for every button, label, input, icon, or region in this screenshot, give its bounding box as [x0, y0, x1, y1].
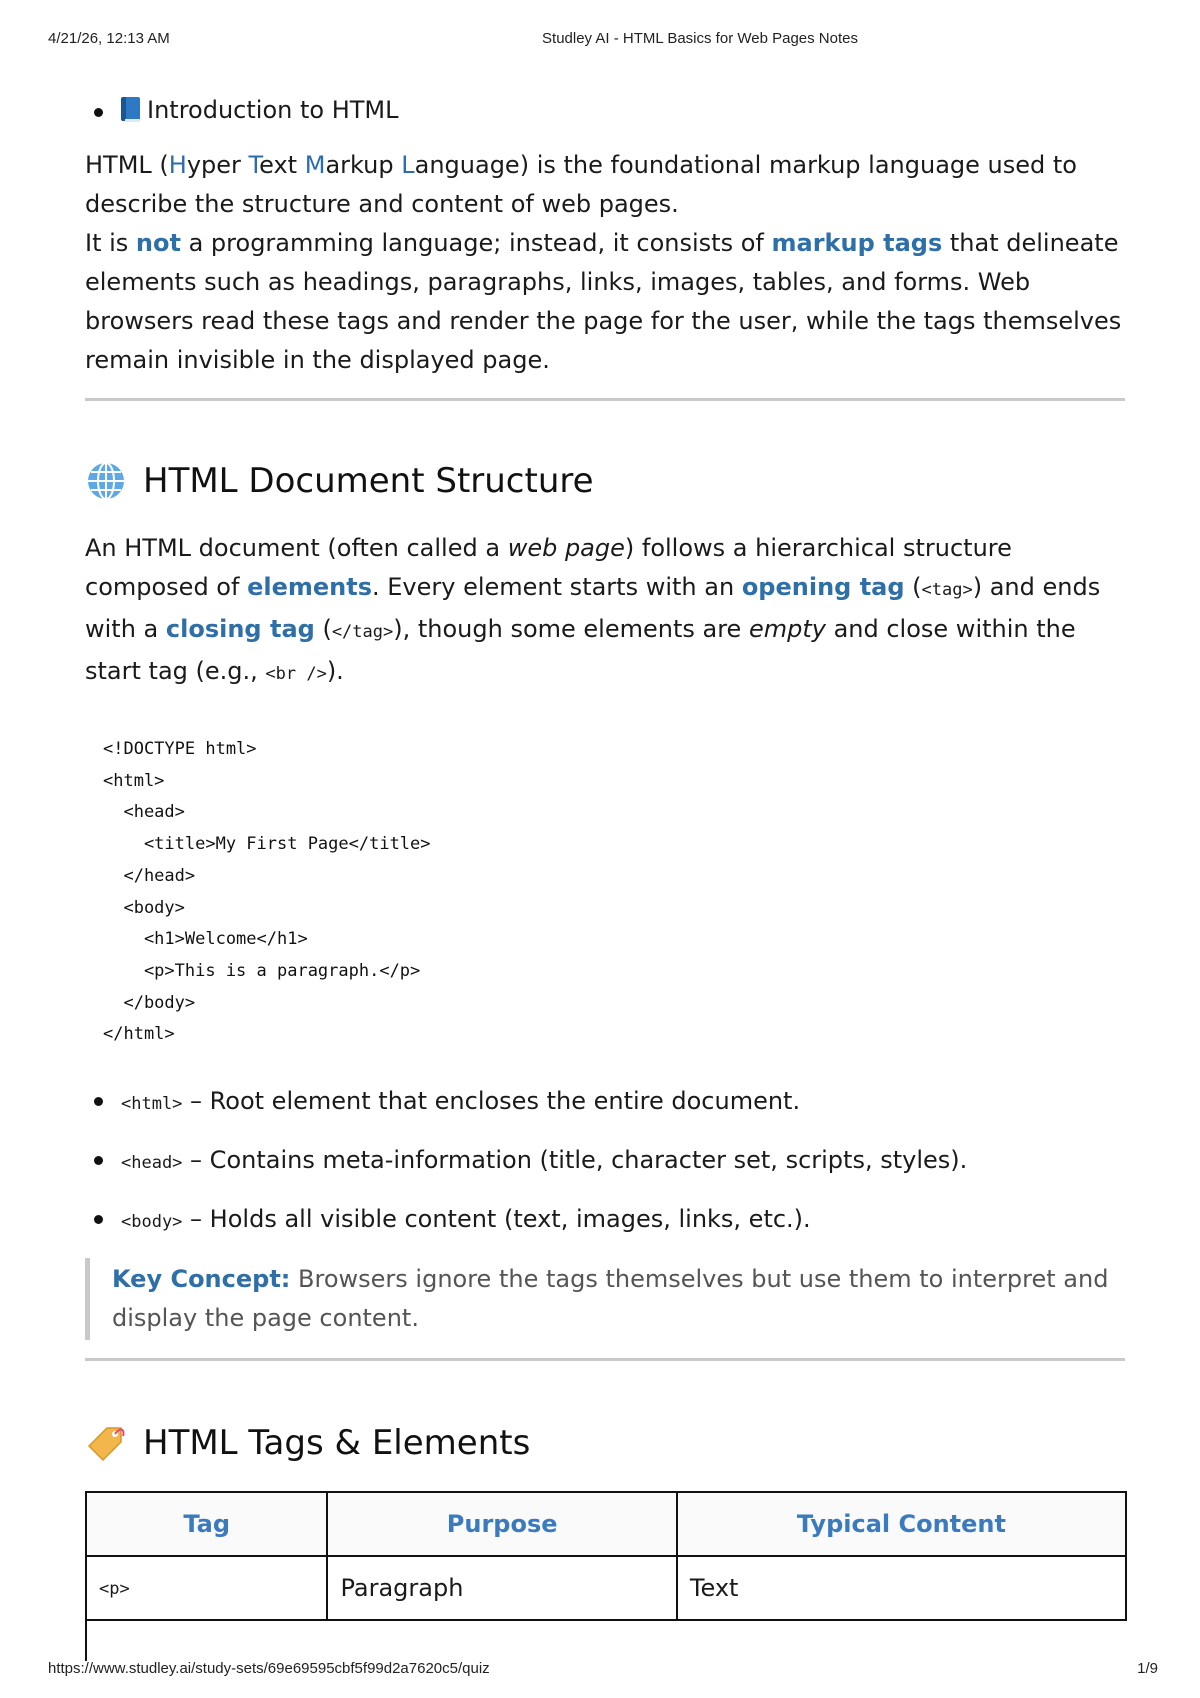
acronym-letter: M [304, 151, 326, 179]
text: anguage) is the foundational markup language used to describe the structure and content of web pages. [85, 151, 1077, 218]
intro-paragraph-2 [85, 224, 1125, 380]
emphasis: opening tag [741, 573, 905, 601]
text: ). [326, 657, 344, 685]
section-divider [85, 398, 1125, 401]
callout-label: Key Concept: [112, 1265, 291, 1294]
print-title: Studley AI - HTML Basics for Web Pages Notes [542, 30, 858, 47]
print-date: 4/21/26, 12:13 AM [48, 30, 170, 47]
inline-code: <body> [121, 1212, 183, 1233]
table-cell: Text [677, 1556, 1126, 1620]
text: ( [314, 615, 332, 643]
code-line: </head> [103, 865, 196, 886]
section-title: HTML Document Structure [143, 461, 594, 501]
list-item-text: – Contains meta-information (title, character set, scripts, styles). [182, 1146, 968, 1175]
text: ( [904, 573, 922, 601]
inline-code: <p> [99, 1579, 130, 1600]
book-icon [121, 96, 141, 122]
code-block [85, 734, 1125, 1051]
emphasis: markup tags [771, 229, 943, 257]
globe-icon [85, 460, 127, 502]
acronym-letter: L [401, 151, 415, 179]
text: and close within the start tag (e.g., [85, 615, 1076, 685]
section-divider [85, 1358, 1125, 1361]
table-row [86, 1556, 1126, 1620]
section-heading-tags [85, 1421, 1125, 1465]
code-line: <p>This is a paragraph.</p> [103, 960, 421, 981]
text: ) and ends with a [85, 573, 1101, 643]
code-line: <head> [103, 802, 185, 823]
tag-list [85, 1081, 1125, 1242]
text: a programming language; instead, it consists of [180, 229, 772, 257]
list-item-text: – Holds all visible content (text, images, links, etc.). [182, 1205, 811, 1234]
table-header: Purpose [327, 1492, 676, 1556]
notes-content [85, 92, 1125, 1661]
list-item-text: – Root element that encloses the entire document. [182, 1087, 801, 1116]
text: ) follows a hierarchical structure composed of [85, 534, 1012, 601]
acronym-letter: H [168, 151, 187, 179]
intro-paragraph-1 [85, 146, 1125, 224]
acronym-letter: T [248, 151, 260, 179]
code-line: <body> [103, 897, 185, 918]
inline-code: <br /> [265, 664, 327, 684]
list-item [85, 1140, 1125, 1183]
text: arkup [325, 151, 402, 179]
code-line: <html> [103, 770, 165, 791]
text: ), though some elements are [393, 615, 749, 643]
tag-icon [85, 1422, 127, 1464]
intro-bullet-text: Introduction to HTML [147, 96, 399, 124]
table-cell [86, 1556, 327, 1620]
print-url: https://www.studley.ai/study-sets/69e69595cbf5f99d2a7620c5/quiz [48, 1660, 490, 1677]
italic-term: web page [507, 534, 625, 562]
italic-term: empty [748, 615, 826, 643]
text: that delineate elements such as headings, paragraphs, links, images, tables, and forms. Web browsers read these tags and render the page for the user, while the tags themselves remain invisible in the displayed page. [85, 229, 1122, 374]
inline-code: <head> [121, 1153, 183, 1174]
text: It is [85, 229, 136, 257]
emphasis: not [135, 229, 181, 257]
emphasis: elements [247, 573, 372, 601]
tags-table [85, 1491, 1127, 1621]
code-line: <title>My First Page</title> [103, 834, 431, 855]
inline-code: <tag> [921, 580, 973, 600]
page-number: 1/9 [1137, 1660, 1158, 1677]
code-line: </body> [103, 992, 196, 1013]
key-concept-callout [85, 1258, 1125, 1340]
text: ext [259, 151, 305, 179]
text: HTML ( [85, 151, 169, 179]
table-cell: Paragraph [327, 1556, 676, 1620]
text: An HTML document (often called a [85, 534, 508, 562]
section-title: HTML Tags & Elements [143, 1423, 531, 1464]
code-line: </html> [103, 1024, 175, 1045]
print-footer [0, 1660, 1200, 1680]
intro-bullet [85, 92, 1125, 128]
intro-list [85, 92, 1125, 128]
table-header: Typical Content [677, 1492, 1126, 1556]
emphasis: closing tag [165, 615, 315, 643]
text: . Every element starts with an [372, 573, 742, 601]
code-line: <h1>Welcome</h1> [103, 929, 308, 950]
table-header: Tag [86, 1492, 327, 1556]
callout-text: Browsers ignore the tags themselves but use them to interpret and display the page content. [112, 1265, 1109, 1333]
inline-code: </tag> [331, 622, 394, 642]
inline-code: <html> [121, 1094, 183, 1115]
list-item [85, 1081, 1125, 1124]
print-header [0, 30, 1200, 50]
list-item [85, 1199, 1125, 1242]
text: yper [186, 151, 249, 179]
structure-paragraph [85, 529, 1125, 694]
section-heading-structure [85, 459, 1125, 503]
code-line: <!DOCTYPE html> [103, 739, 257, 759]
table-header-row [86, 1492, 1126, 1556]
table-continuation [85, 1621, 87, 1661]
